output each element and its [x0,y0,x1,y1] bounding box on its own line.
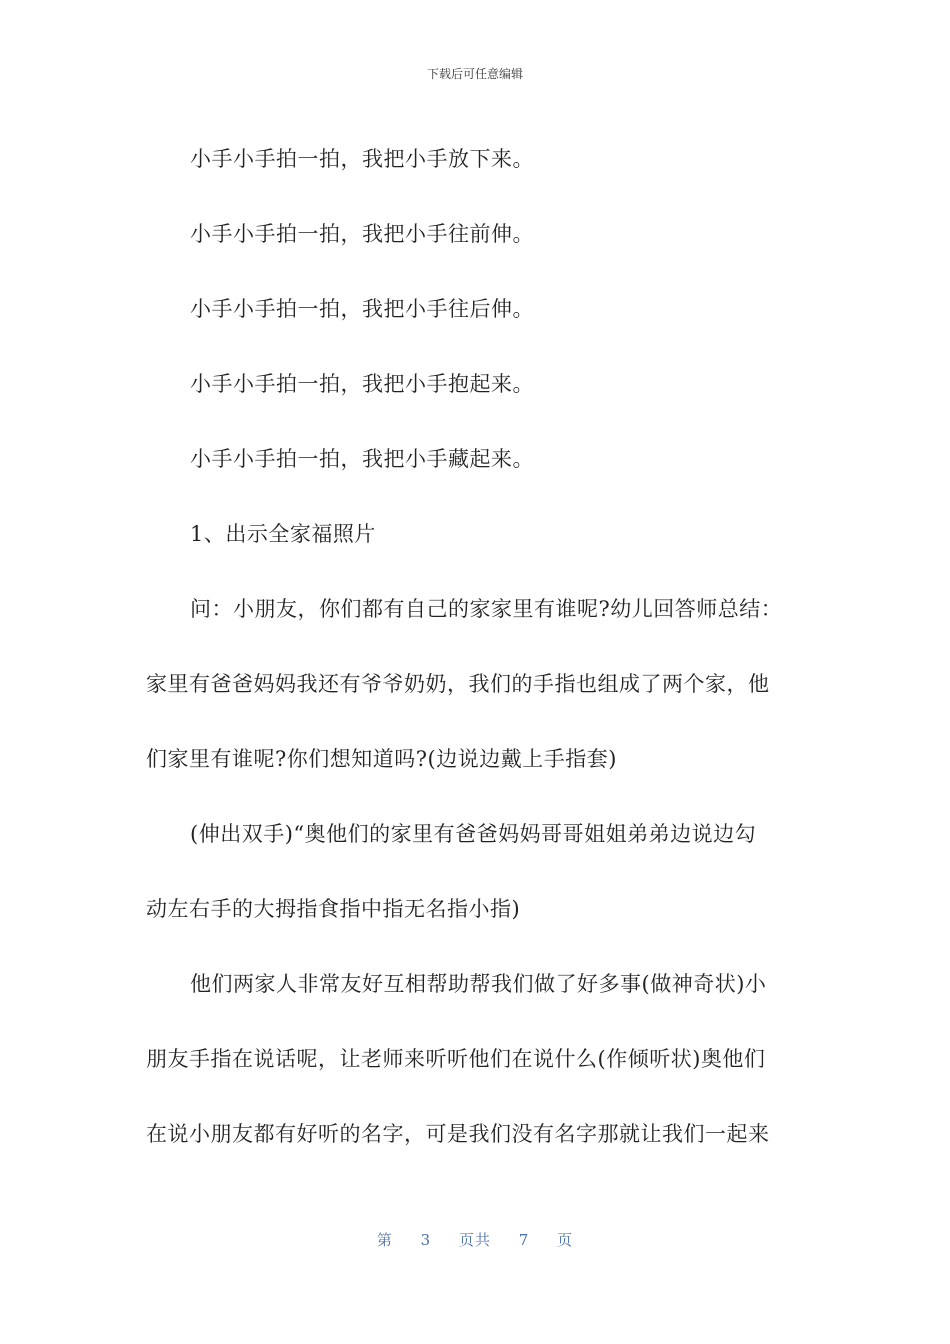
paragraph-line: 朋友手指在说话呢，让老师来听听他们在说什么(作倾听状)奥他们 [146,1047,766,1071]
document-body [146,122,806,1172]
paragraph-line: 动左右手的大拇指食指中指无名指小指) [146,897,521,921]
paragraph-line: 小手小手拍一拍，我把小手往后伸。 [190,297,534,321]
paragraph-line: 小手小手拍一拍，我把小手抱起来。 [190,372,534,396]
paragraph-line: 问：小朋友，你们都有自己的家家里有谁呢?幼儿回答师总结： [190,597,783,621]
footer-label-page: 第 [376,1231,393,1249]
footer-label-of: 页共 [458,1231,491,1249]
footer-total-pages: 7 [518,1231,530,1249]
paragraph-line: 小手小手拍一拍，我把小手放下来。 [190,147,534,171]
paragraph-line: 在说小朋友都有好听的名字，可是我们没有名字那就让我们一起来 [146,1122,770,1146]
paragraph-line: (伸出双手)“奥他们的家里有爸爸妈妈哥哥姐姐弟弟边说边勾 [190,822,757,846]
paragraph-line: 们家里有谁呢?你们想知道吗?(边说边戴上手指套) [146,747,617,771]
paragraph-line: 小手小手拍一拍，我把小手藏起来。 [190,447,534,471]
footer-current-page: 3 [420,1231,432,1249]
page-number-footer [0,1230,950,1250]
paragraph-line: 小手小手拍一拍，我把小手往前伸。 [190,222,534,246]
footer-label-end: 页 [557,1231,574,1249]
section-heading: 1、出示全家福照片 [190,522,376,546]
paragraph-line: 他们两家人非常友好互相帮助帮我们做了好多事(做神奇状)小 [190,972,767,996]
paragraph-line: 家里有爸爸妈妈我还有爷爷奶奶，我们的手指也组成了两个家，他 [146,672,770,696]
page-header-note: 下载后可任意编辑 [426,67,523,81]
